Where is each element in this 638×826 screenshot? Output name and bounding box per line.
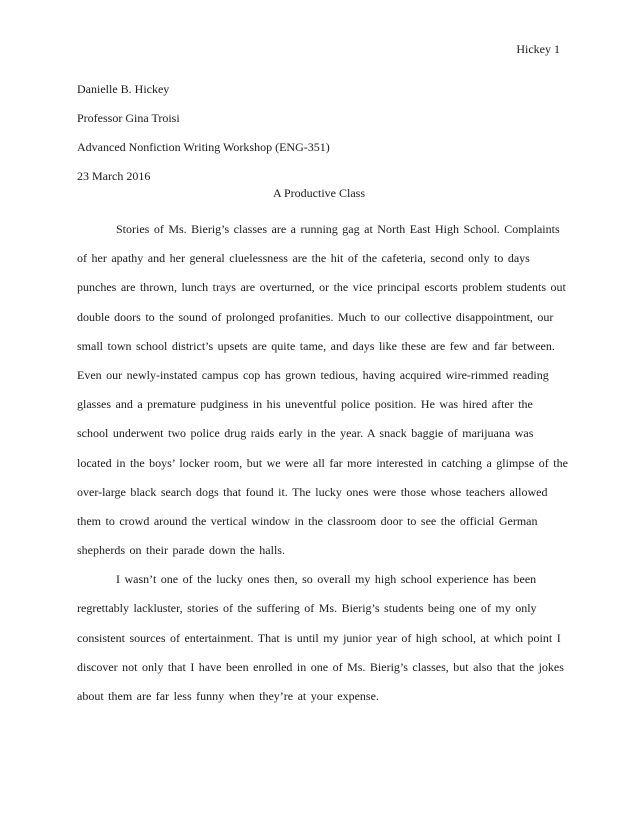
essay-title: A Productive Class (273, 186, 365, 200)
text-line: double doors to the sound of prolonged profanities. Much to our collective disappointment, our (77, 309, 554, 324)
text-line: regrettably lackluster, stories of the suffering of Ms. Bierig’s students being one of my only (77, 601, 537, 616)
paragraph-1 (77, 215, 569, 565)
text-line: small town school district’s upsets are quite tame, and days like these are few and far between. (77, 338, 555, 353)
text-line: of her apathy and her general cluelessness are the hit of the cafeteria, second only to days (77, 251, 530, 266)
mla-heading (77, 75, 567, 191)
text-line: shepherds on their parade down the halls. (77, 543, 285, 558)
author-name: Danielle B. Hickey (77, 82, 170, 96)
professor-name: Professor Gina Troisi (77, 111, 180, 125)
course-name: Advanced Nonfiction Writing Workshop (ENG-351) (77, 140, 330, 154)
text-line: Stories of Ms. Bierig’s classes are a running gag at North East High School. Complaints (116, 222, 560, 236)
running-header: Hickey 1 (516, 42, 560, 56)
text-line: located in the boys’ locker room, but we were all far more interested in catching a glimpse of the (77, 455, 568, 470)
text-line: Even our newly-instated campus cop has grown tedious, having acquired wire-rimmed reading (77, 367, 549, 382)
text-line: I wasn’t one of the lucky ones then, so overall my high school experience has been (116, 572, 537, 587)
text-line: consistent sources of entertainment. That is until my junior year of high school, at which point I (77, 630, 561, 645)
paragraph-2 (77, 565, 569, 711)
text-line: over-large black search dogs that found it. The lucky ones were those whose teachers allowed (77, 484, 548, 499)
text-line: school underwent two police drug raids early in the year. A snack baggie of marijuana was (77, 426, 534, 441)
essay-date: 23 March 2016 (77, 169, 151, 183)
text-line: discover not only that I have been enrolled in one of Ms. Bierig’s classes, but also that the jokes (77, 659, 564, 674)
text-line: punches are thrown, lunch trays are overturned, or the vice principal escorts problem students out (77, 280, 566, 295)
text-line: them to crowd around the vertical window in the classroom door to see the official German (77, 513, 538, 528)
essay-body (77, 215, 569, 711)
text-line: glasses and a premature pudginess in his uneventful police position. He was hired after the (77, 397, 533, 412)
text-line: about them are far less funny when they’re at your expense. (77, 689, 379, 703)
